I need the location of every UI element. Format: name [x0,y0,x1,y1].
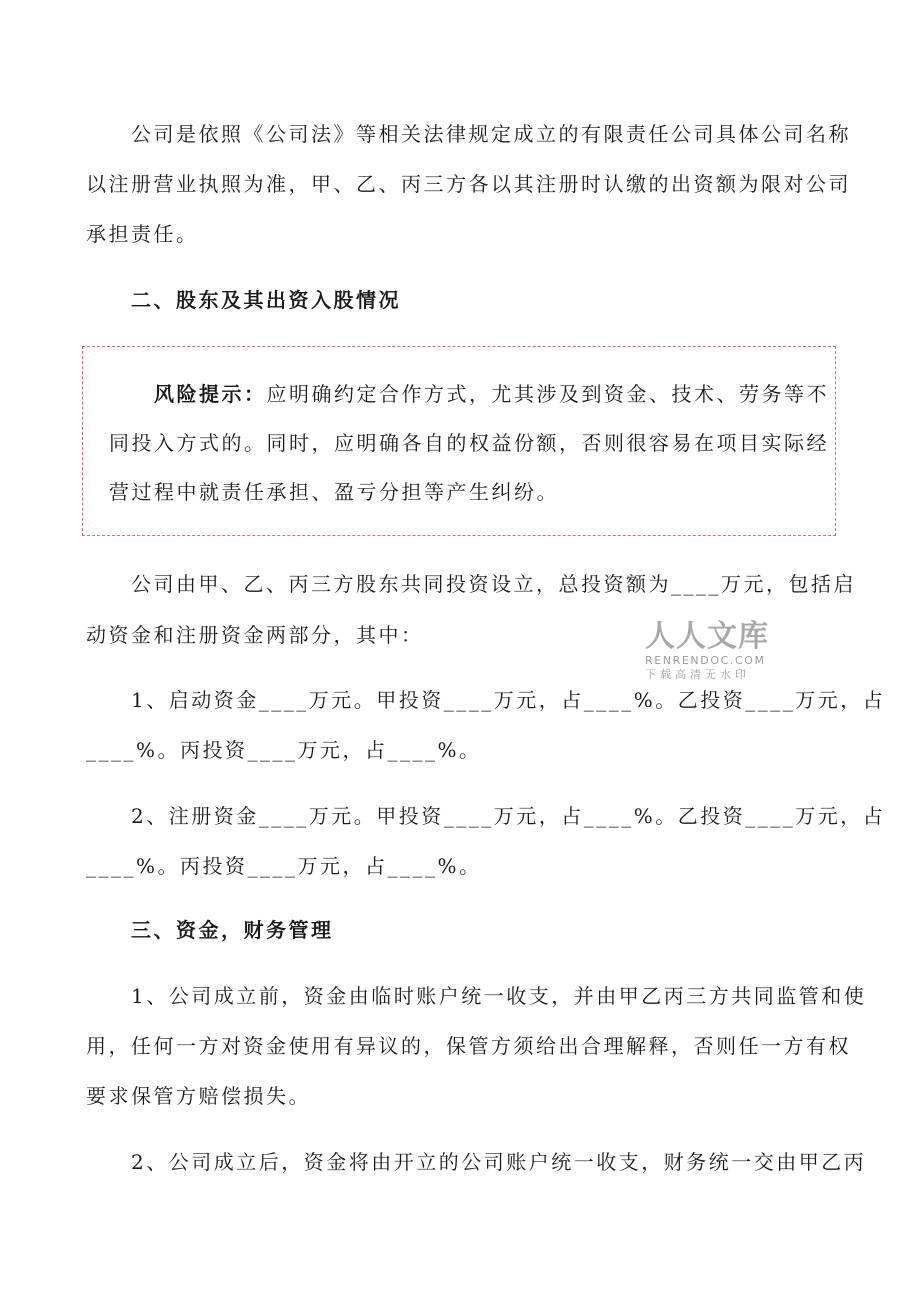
risk-line-2: 同投入方式的。同时，应明确各自的权益份额，否则很容易在项目实际经 [109,431,829,455]
para1-line-3: 承担责任。 [86,222,199,246]
para1-line-2: 以注册营业执照为准，甲、乙、丙三方各以其注册时认缴的出资额为限对公司 [86,172,851,196]
watermark-logo [645,620,773,682]
item1-line-1: 1、启动资金____万元。甲投资____万元，占____%。乙投资____万元，占 [131,688,886,712]
risk-line-1 [154,381,829,407]
item2-line-2: ____%。丙投资____万元，占____%。 [86,854,482,878]
item2-line-1: 2、注册资金____万元。甲投资____万元，占____%。乙投资____万元，占 [131,804,886,828]
risk-label: 风险提示： [154,382,267,406]
risk-text-1: 应明确约定合作方式，尤其涉及到资金、技术、劳务等不 [266,382,829,406]
para2-line-2: 动资金和注册资金两部分，其中： [86,623,424,647]
para2-line-1: 公司由甲、乙、丙三方股东共同投资设立，总投资额为____万元，包括启 [131,572,856,596]
section-heading-shareholders: 二、股东及其出资入股情况 [131,288,401,312]
clause1-line-3: 要求保管方赔偿损失。 [86,1084,311,1108]
para1-line-1: 公司是依照《公司法》等相关法律规定成立的有限责任公司具体公司名称 [131,122,851,146]
section-heading-finance: 三、资金，财务管理 [131,918,334,942]
watermark-slogan: 下载高清无水印 [645,668,750,681]
clause2-line-1: 2、公司成立后，资金将由开立的公司账户统一收支，财务统一交由甲乙丙 [131,1150,867,1174]
item1-line-2: ____%。丙投资____万元，占____%。 [86,738,482,762]
clause1-line-1: 1、公司成立前，资金由临时账户统一收支，并由甲乙丙三方共同监管和使 [131,984,867,1008]
risk-line-3: 营过程中就责任承担、盈亏分担等产生纠纷。 [109,480,559,504]
watermark-title: 人人文库 [645,619,769,654]
clause1-line-2: 用，任何一方对资金使用有异议的，保管方须给出合理解释，否则任一方有权 [86,1034,851,1058]
watermark-domain: RENRENDOC.COM [645,654,766,667]
